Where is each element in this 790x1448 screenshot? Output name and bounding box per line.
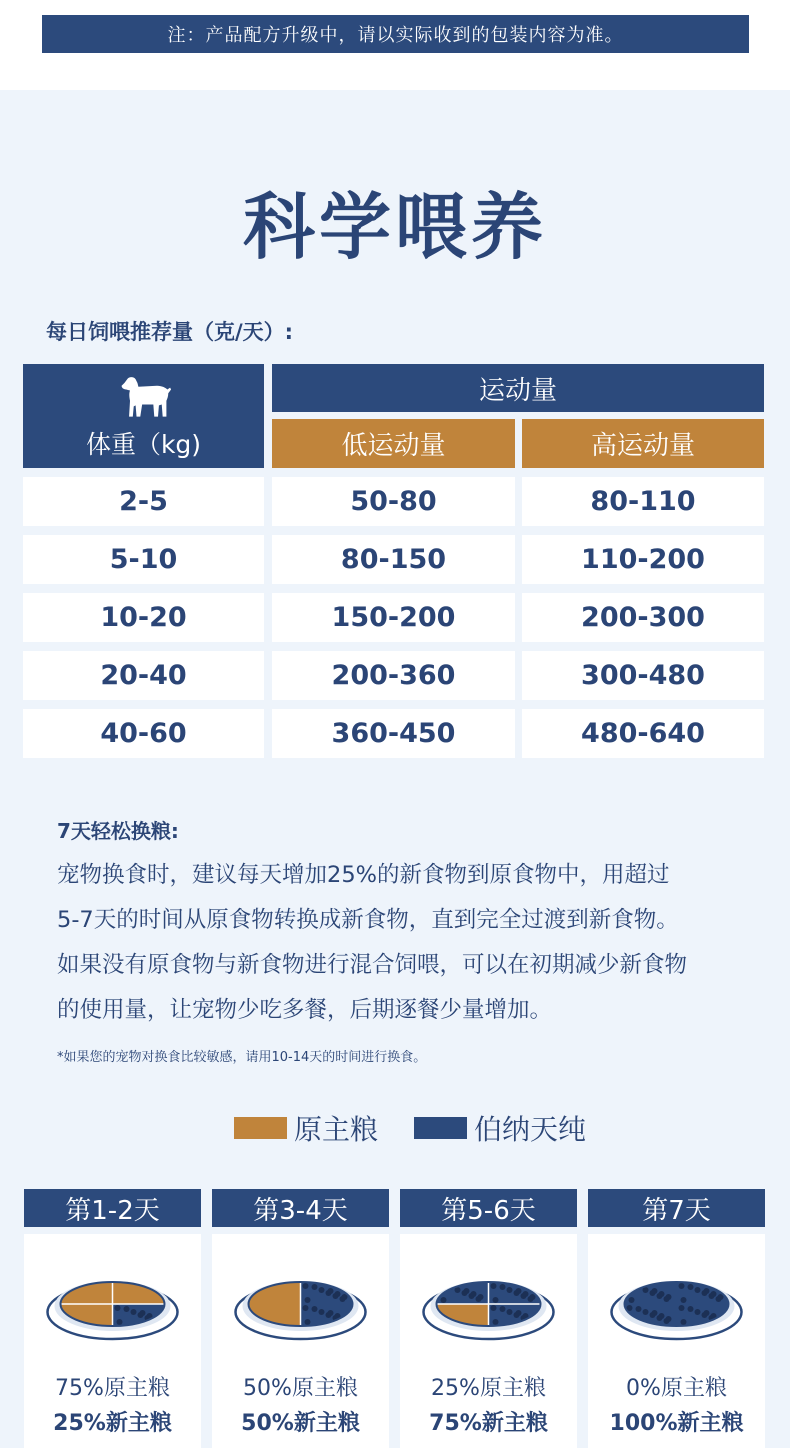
legend-old [234,1108,378,1148]
food-bowl-icon [610,1274,743,1344]
day-body [24,1234,201,1448]
table-cell-high: 480-640 [522,709,764,758]
dog-icon [116,375,172,419]
legend-old-label: 原主粮 [294,1113,379,1146]
old-food-percent: 75%原主粮 [55,1376,170,1401]
switch-line: 的使用量，让宠物少吃多餐，后期逐餐少量增加。 [57,997,553,1023]
day-card [24,1189,201,1448]
table-cell-high: 110-200 [522,535,764,584]
day-body [588,1234,765,1448]
day-card [400,1189,577,1448]
day-card [588,1189,765,1448]
switch-note: *如果您的宠物对换食比较敏感，请用10-14天的时间进行换食。 [57,1050,427,1065]
table-cell-high: 80-110 [522,477,764,526]
day-body [400,1234,577,1448]
switch-line: 如果没有原食物与新食物进行混合饲喂，可以在初期减少新食物 [57,952,688,978]
table-cell-weight: 10-20 [23,593,264,642]
switch-body [57,853,757,1033]
table-cell-weight: 40-60 [23,709,264,758]
feeding-subtitle: 每日饲喂推荐量（克/天）: [46,320,294,344]
table-cell-high: 200-300 [522,593,764,642]
table-cell-low: 150-200 [272,593,515,642]
table-cell-low: 80-150 [272,535,515,584]
table-cell-low: 360-450 [272,709,515,758]
day-label: 第7天 [588,1189,765,1227]
food-bowl-icon [46,1274,179,1344]
new-food-percent: 50%新主粮 [241,1411,360,1436]
day-label: 第1-2天 [24,1189,201,1227]
weight-header [23,364,264,468]
page-title: 科学喂养 [242,185,547,269]
old-food-percent: 25%原主粮 [431,1376,546,1401]
food-bowl-icon [234,1274,367,1344]
low-activity-header: 低运动量 [272,419,515,468]
switch-line: 5-7天的时间从原食物转换成新食物，直到完全过渡到新食物。 [57,907,679,933]
legend-old-swatch [234,1117,287,1139]
new-food-percent: 100%新主粮 [609,1411,744,1436]
new-food-percent: 25%新主粮 [53,1411,172,1436]
food-bowl-icon [422,1274,555,1344]
legend-new-swatch [414,1117,467,1139]
activity-header: 运动量 [272,364,764,412]
new-food-percent: 75%新主粮 [429,1411,548,1436]
legend-new-label: 伯纳天纯 [474,1113,587,1146]
day-body [212,1234,389,1448]
old-food-percent: 50%原主粮 [243,1376,358,1401]
table-cell-low: 200-360 [272,651,515,700]
table-cell-low: 50-80 [272,477,515,526]
notice-banner: 注：产品配方升级中，请以实际收到的包装内容为准。 [42,15,749,53]
switch-line: 宠物换食时，建议每天增加25%的新食物到原食物中，用超过 [57,862,670,888]
weight-header-label: 体重（kg) [85,430,202,459]
day-label: 第3-4天 [212,1189,389,1227]
high-activity-header: 高运动量 [522,419,764,468]
table-cell-high: 300-480 [522,651,764,700]
table-cell-weight: 2-5 [23,477,264,526]
switch-title: 7天轻松换粮: [57,819,179,843]
day-card [212,1189,389,1448]
day-label: 第5-6天 [400,1189,577,1227]
table-cell-weight: 20-40 [23,651,264,700]
old-food-percent: 0%原主粮 [626,1376,727,1401]
table-cell-weight: 5-10 [23,535,264,584]
legend-new [414,1108,586,1148]
